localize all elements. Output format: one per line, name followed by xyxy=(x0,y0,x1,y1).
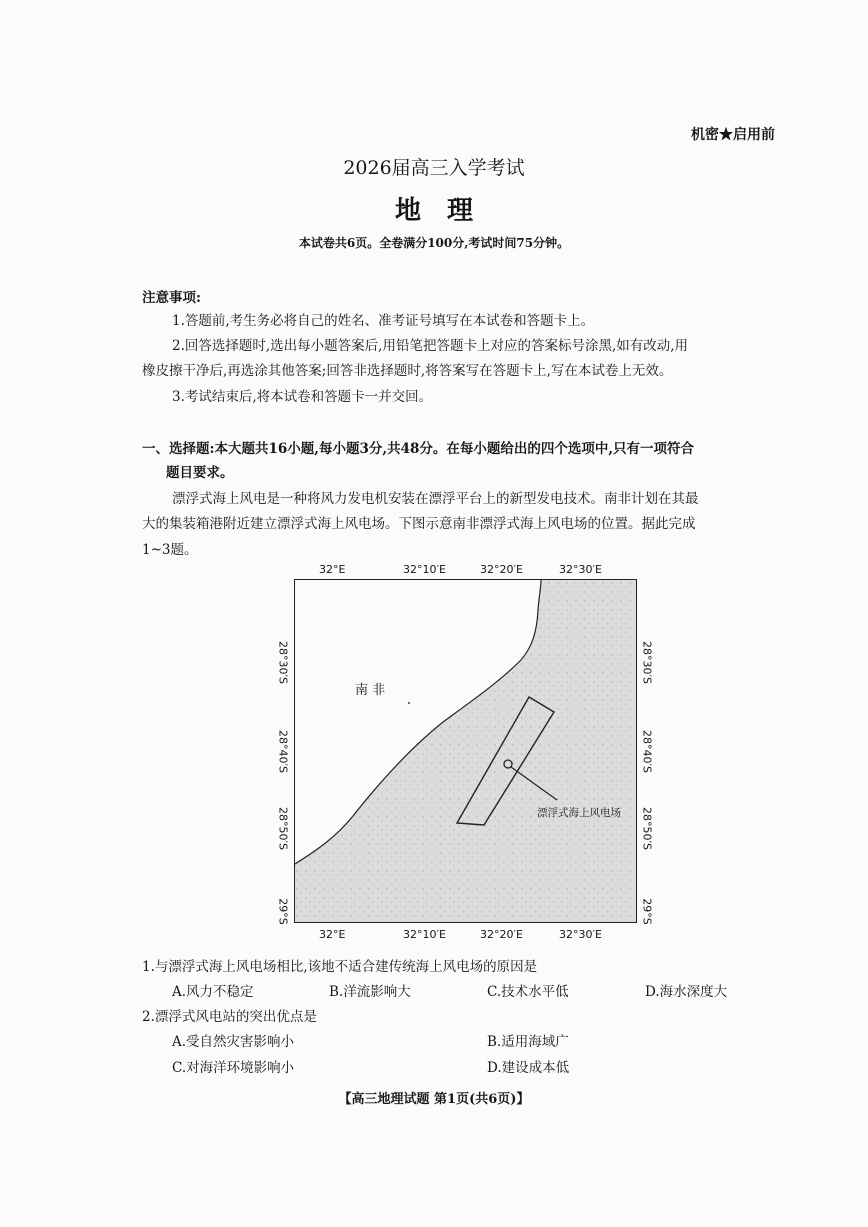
map-right-tick: 28°50′S xyxy=(640,807,654,850)
land-label: 南 非 xyxy=(355,683,386,698)
wind-farm-label: 漂浮式海上风电场 xyxy=(537,807,621,819)
exam-info: 本试卷共6页。全卷满分100分,考试时间75分钟。 xyxy=(298,236,570,250)
material-text: 大的集装箱港附近建立漂浮式海上风电场。下图示意南非漂浮式海上风电场的位置。据此完成 xyxy=(142,516,696,532)
map-right-tick: 29°S xyxy=(640,898,654,925)
question-1-option-b: B.洋流影响大 xyxy=(329,984,411,1000)
map-bottom-tick: 32°20′E xyxy=(480,928,523,941)
subject-title: 地理 xyxy=(394,196,499,226)
map-left-tick: 28°40′S xyxy=(276,730,290,773)
question-2-option-c: C.对海洋环境影响小 xyxy=(172,1060,295,1076)
exam-title: 2026届高三入学考试 xyxy=(343,157,525,179)
map-left-tick: 29°S xyxy=(276,898,290,925)
question-2-option-d: D.建设成本低 xyxy=(487,1060,570,1076)
notice-item: 橡皮擦干净后,再选涂其他答案;回答非选择题时,将答案写在答题卡上,写在本试卷上无效。 xyxy=(142,363,673,379)
page-footer: 【高三地理试题 第1页(共6页)】 xyxy=(338,1092,530,1107)
sea-area xyxy=(295,580,637,923)
material-text: 1~3题。 xyxy=(142,542,198,558)
map-canvas xyxy=(295,580,637,923)
map-left-tick: 28°50′S xyxy=(276,807,290,850)
map-right-tick: 28°40′S xyxy=(640,730,654,773)
map-bottom-tick: 32°30′E xyxy=(559,928,602,941)
question-2-option-b: B.适用海域广 xyxy=(487,1034,569,1050)
confidential-label: 机密★启用前 xyxy=(691,127,775,143)
material-text: 漂浮式海上风电是一种将风力发电机安装在漂浮平台上的新型发电技术。南非计划在其最 xyxy=(172,491,699,507)
question-2-stem: 2.漂浮式风电站的突出优点是 xyxy=(142,1009,317,1025)
question-1-option-c: C.技术水平低 xyxy=(487,984,569,1000)
location-map xyxy=(294,579,637,923)
question-1-stem: 1.与漂浮式海上风电场相比,该地不适合建传统海上风电场的原因是 xyxy=(142,959,538,975)
notice-heading: 注意事项: xyxy=(142,290,201,306)
map-left-tick: 28°30′S xyxy=(276,641,290,684)
map-top-tick: 32°30′E xyxy=(559,563,602,576)
section-heading-cont: 题目要求。 xyxy=(166,465,234,481)
map-top-tick: 32°E xyxy=(319,563,346,576)
map-bottom-tick: 32°10′E xyxy=(403,928,446,941)
question-2-option-a: A.受自然灾害影响小 xyxy=(172,1034,295,1050)
map-top-tick: 32°10′E xyxy=(403,563,446,576)
notice-item: 3.考试结束后,将本试卷和答题卡一并交回。 xyxy=(172,389,433,405)
map-bottom-tick: 32°E xyxy=(319,928,346,941)
notice-item: 1.答题前,考生务必将自己的姓名、准考证号填写在本试卷和答题卡上。 xyxy=(172,313,595,329)
map-right-tick: 28°30′S xyxy=(640,641,654,684)
question-1-option-d: D.海水深度大 xyxy=(645,984,728,1000)
notice-item: 2.回答选择题时,选出每小题答案后,用铅笔把答题卡上对应的答案标号涂黑,如有改动,用 xyxy=(172,338,689,354)
land-dot xyxy=(408,702,410,704)
section-heading: 一、选择题:本大题共16小题,每小题3分,共48分。在每小题给出的四个选项中,只有一项符合 xyxy=(142,441,695,457)
question-1-option-a: A.风力不稳定 xyxy=(172,984,254,1000)
map-top-tick: 32°20′E xyxy=(480,563,523,576)
